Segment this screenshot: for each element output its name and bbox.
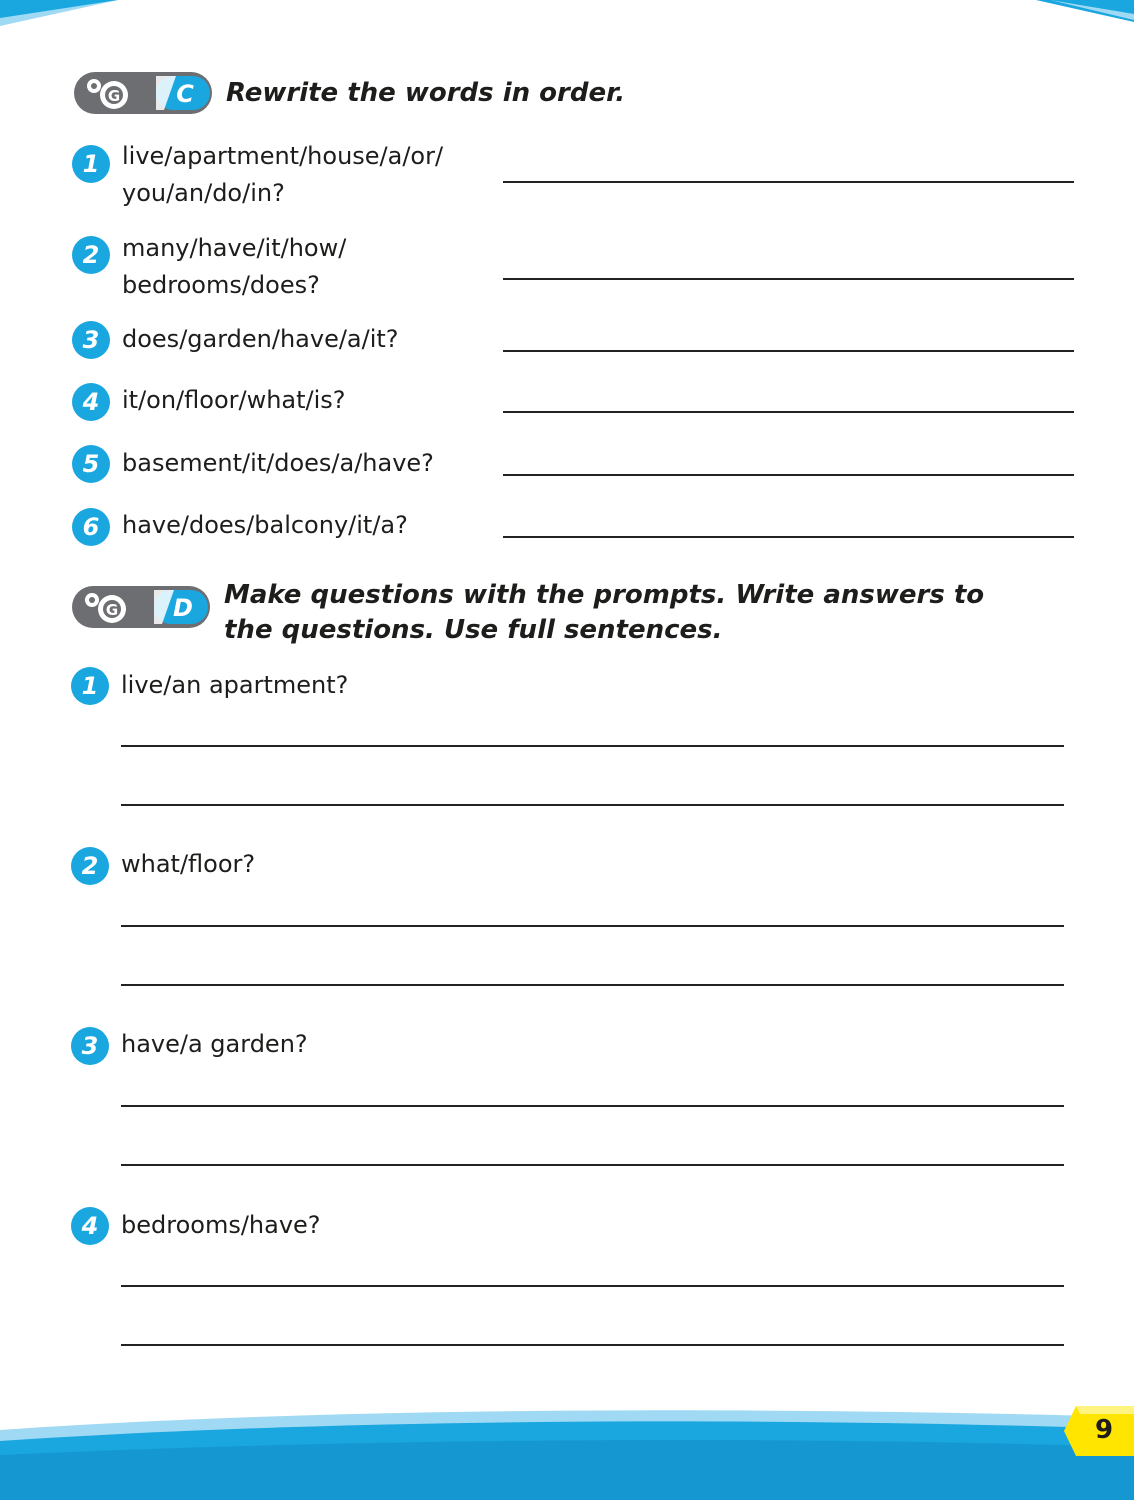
d-item-2-answer-line[interactable] xyxy=(121,984,1064,986)
section-c-letter: C xyxy=(176,80,194,108)
c-item-1-number: 1 xyxy=(72,145,110,183)
c-item-5-prompt: basement/it/does/a/have? xyxy=(122,449,434,477)
c-item-4-prompt: it/on/floor/what/is? xyxy=(122,386,346,414)
c-item-2-prompt-line2: bedrooms/does? xyxy=(122,271,320,299)
section-d-instruction xyxy=(224,578,984,648)
section-d-letter: D xyxy=(173,594,193,622)
c-item-6-prompt: have/does/balcony/it/a? xyxy=(122,511,408,539)
c-item-4-number: 4 xyxy=(72,383,110,421)
c-item-5-number: 5 xyxy=(72,445,110,483)
d-item-4-number: 4 xyxy=(71,1207,109,1245)
d-item-3-answer-line[interactable] xyxy=(121,1164,1064,1166)
d-item-3-question-line[interactable] xyxy=(121,1105,1064,1107)
section-d-instruction-line2: the questions. Use full sentences. xyxy=(224,615,723,645)
top-decoration xyxy=(0,0,1134,40)
c-item-3-answer-line[interactable] xyxy=(503,350,1074,352)
d-item-4-question-line[interactable] xyxy=(121,1285,1064,1287)
gear-letter: G xyxy=(107,87,121,105)
section-c-header xyxy=(72,68,625,120)
d-item-2-number: 2 xyxy=(71,847,109,885)
c-item-1-prompt-line1: live/apartment/house/a/or/ xyxy=(122,142,444,170)
c-item-6-number: 6 xyxy=(72,508,110,546)
section-d-badge xyxy=(70,582,212,634)
section-d-header xyxy=(70,582,984,648)
d-item-4-answer-line[interactable] xyxy=(121,1344,1064,1346)
d-item-1-prompt: live/an apartment? xyxy=(121,671,349,699)
c-item-1-prompt-line2: you/an/do/in? xyxy=(122,179,285,207)
c-item-3-prompt: does/garden/have/a/it? xyxy=(122,325,399,353)
c-item-6-answer-line[interactable] xyxy=(503,536,1074,538)
gear-letter: G xyxy=(105,601,119,619)
d-item-1-question-line[interactable] xyxy=(121,745,1064,747)
c-item-2-answer-line[interactable] xyxy=(503,278,1074,280)
d-item-4-prompt: bedrooms/have? xyxy=(121,1211,321,1239)
c-item-2-number: 2 xyxy=(72,236,110,274)
d-item-2-prompt: what/floor? xyxy=(121,850,256,878)
c-item-3-number: 3 xyxy=(72,321,110,359)
c-item-4-answer-line[interactable] xyxy=(503,411,1074,413)
c-item-5-answer-line[interactable] xyxy=(503,474,1074,476)
d-item-3-number: 3 xyxy=(71,1027,109,1065)
d-item-3-prompt: have/a garden? xyxy=(121,1030,308,1058)
c-item-1-answer-line[interactable] xyxy=(503,181,1074,183)
page-number: 9 xyxy=(1094,1415,1114,1445)
c-item-2-prompt-line1: many/have/it/how/ xyxy=(122,234,347,262)
bottom-decoration xyxy=(0,1395,1134,1500)
d-item-2-question-line[interactable] xyxy=(121,925,1064,927)
section-c-instruction: Rewrite the words in order. xyxy=(226,78,626,108)
d-item-1-number: 1 xyxy=(71,667,109,705)
d-item-1-answer-line[interactable] xyxy=(121,804,1064,806)
section-d-instruction-line1: Make questions with the prompts. Write answers to xyxy=(224,580,985,610)
section-c-badge xyxy=(72,68,214,120)
